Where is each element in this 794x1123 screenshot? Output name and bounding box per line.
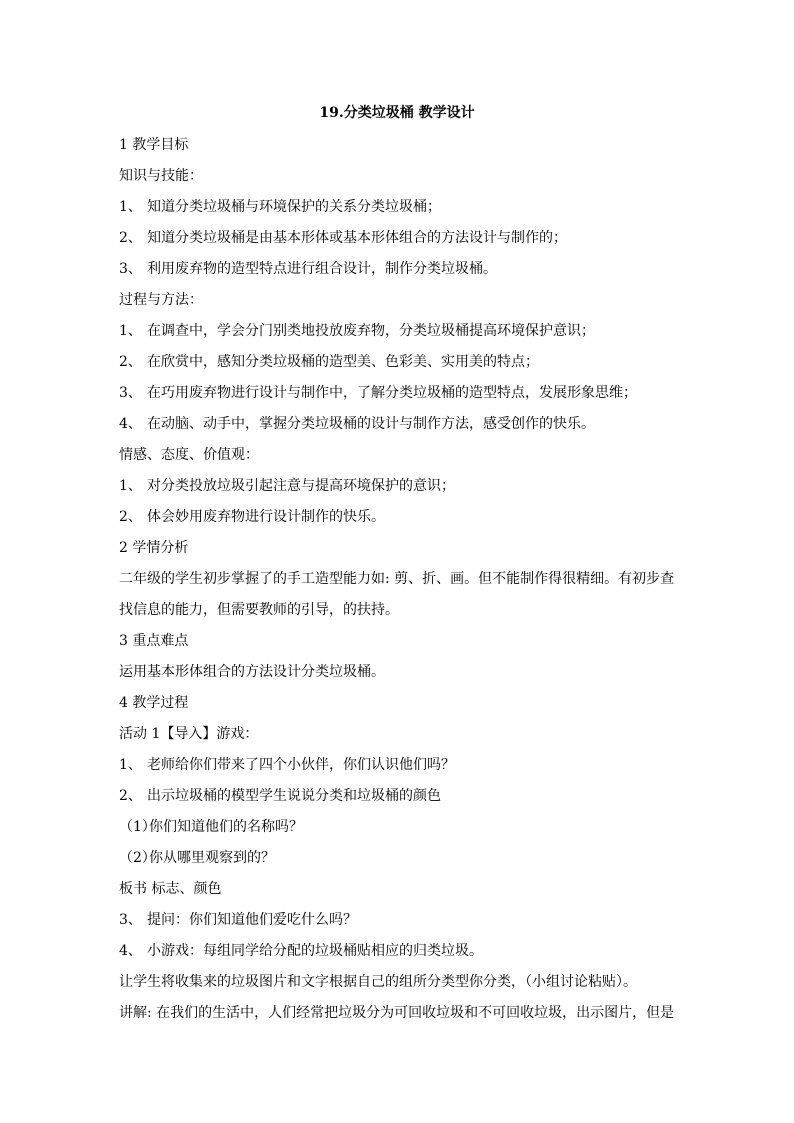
list-number: 3、 xyxy=(119,261,142,277)
line-text: 出示垃圾桶的模型学生说说分类和垃圾桶的颜色 xyxy=(147,788,441,804)
sub-list-number: （1） xyxy=(119,819,156,835)
line-text: 1 教学目标 xyxy=(119,137,189,153)
line-text: 知道分类垃圾桶与环境保护的关系分类垃圾桶； xyxy=(147,199,441,215)
text-line xyxy=(119,936,679,967)
text-line xyxy=(119,564,679,595)
line-text: 知道分类垃圾桶是由基本形体或基本形体组合的方法设计与制作的； xyxy=(147,230,567,246)
line-text: 板书 标志、颜色 xyxy=(119,881,222,897)
list-number: 1、 xyxy=(119,757,142,773)
line-text: 2 学情分析 xyxy=(119,540,189,556)
text-line xyxy=(119,502,679,533)
text-line xyxy=(119,316,679,347)
line-text: 在动脑、动手中，掌握分类垃圾桶的设计与制作方法，感受创作的快乐。 xyxy=(147,416,595,432)
line-text: 运用基本形体组合的方法设计分类垃圾桶。 xyxy=(119,664,385,680)
text-line xyxy=(119,905,679,936)
text-line xyxy=(119,223,679,254)
text-line xyxy=(119,409,679,440)
list-number: 4、 xyxy=(119,416,142,432)
list-number: 2、 xyxy=(119,509,142,525)
line-text: 找信息的能力，但需要教师的引导，的扶持。 xyxy=(119,602,399,618)
line-text: 二年级的学生初步掌握了的手工造型能力如: 剪、折、画。但不能制作得很精细。有初步查 xyxy=(119,571,675,587)
line-text: 你们知道他们的名称吗？ xyxy=(149,819,303,835)
line-text: 你从哪里观察到的？ xyxy=(149,850,275,866)
line-text: 4 教学过程 xyxy=(119,695,189,711)
sub-list-number: （2） xyxy=(119,850,156,866)
text-line xyxy=(119,378,679,409)
text-line xyxy=(119,595,679,626)
list-number: 1、 xyxy=(119,478,142,494)
line-text: 知识与技能： xyxy=(119,168,203,184)
text-line xyxy=(119,626,679,657)
text-line xyxy=(119,347,679,378)
line-text: 过程与方法： xyxy=(119,292,203,308)
list-number: 1、 xyxy=(119,323,142,339)
text-line xyxy=(119,874,679,905)
text-line xyxy=(119,440,679,471)
text-line xyxy=(119,471,679,502)
list-number: 3、 xyxy=(119,385,142,401)
line-text: 对分类投放垃圾引起注意与提高环境保护的意识； xyxy=(147,478,455,494)
text-line xyxy=(119,998,679,1029)
text-line xyxy=(119,750,679,781)
list-number: 2、 xyxy=(119,788,142,804)
list-number: 3、 xyxy=(119,912,142,928)
line-text: 情感、态度、价值观： xyxy=(119,447,259,463)
text-line xyxy=(119,812,679,843)
line-text: 提问：你们知道他们爱吃什么吗？ xyxy=(147,912,357,928)
line-text: 让学生将收集来的垃圾图片和文字根据自己的组所分类型你分类，（小组讨论粘贴）。 xyxy=(119,974,637,990)
text-line xyxy=(119,657,679,688)
line-text: 利用废弃物的造型特点进行组合设计，制作分类垃圾桶。 xyxy=(147,261,497,277)
document-body xyxy=(119,130,679,1029)
line-text: 在巧用废弃物进行设计与制作中，了解分类垃圾桶的造型特点，发展形象思维； xyxy=(147,385,637,401)
text-line xyxy=(119,688,679,719)
text-line xyxy=(119,719,679,750)
text-line xyxy=(119,967,679,998)
text-line xyxy=(119,161,679,192)
list-number: 1、 xyxy=(119,199,142,215)
list-number: 2、 xyxy=(119,230,142,246)
line-text: 3 重点难点 xyxy=(119,633,189,649)
text-line xyxy=(119,843,679,874)
document-title: 19.分类垃圾桶 教学设计 xyxy=(319,105,475,121)
list-number: 4、 xyxy=(119,943,142,959)
line-text: 体会妙用废弃物进行设计制作的快乐。 xyxy=(147,509,385,525)
line-text: 老师给你们带来了四个小伙伴，你们认识他们吗？ xyxy=(147,757,455,773)
line-text: 小游戏：每组同学给分配的垃圾桶贴相应的归类垃圾。 xyxy=(147,943,483,959)
text-line xyxy=(119,533,679,564)
text-line xyxy=(119,781,679,812)
line-text: 在调查中，学会分门别类地投放废弃物，分类垃圾桶提高环境保护意识； xyxy=(147,323,595,339)
list-number: 2、 xyxy=(119,354,142,370)
text-line xyxy=(119,285,679,316)
text-line xyxy=(119,192,679,223)
text-line xyxy=(119,130,679,161)
text-line xyxy=(119,254,679,285)
line-text: 活动 1【导入】游戏： xyxy=(119,726,259,742)
line-text: 在欣赏中，感知分类垃圾桶的造型美、色彩美、实用美的特点； xyxy=(147,354,539,370)
line-text: 讲解: 在我们的生活中，人们经常把垃圾分为可回收垃圾和不可回收垃圾，出示图片，但是 xyxy=(119,1005,675,1021)
